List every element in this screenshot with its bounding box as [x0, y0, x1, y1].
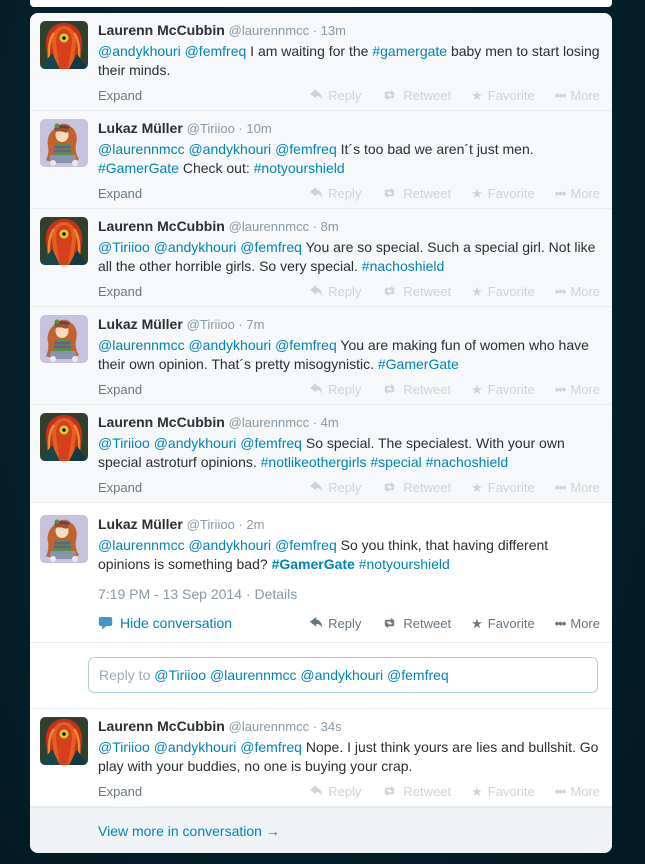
- action-label: Favorite: [487, 615, 535, 631]
- retweet-button[interactable]: [381, 616, 451, 631]
- text-segment: Reply to: [99, 667, 155, 683]
- display-name[interactable]: Laurenn McCubbin: [98, 414, 225, 430]
- mention-link[interactable]: @femfreq: [240, 739, 302, 755]
- action-label: Retweet: [403, 185, 452, 201]
- reply-button[interactable]: [308, 616, 361, 631]
- tweet-footer: [98, 782, 600, 800]
- tweet-body: [98, 119, 600, 202]
- mention-link[interactable]: @Tiriioo: [98, 435, 150, 451]
- retweet-icon: [381, 480, 398, 494]
- tweet-actions: [308, 616, 600, 631]
- display-name[interactable]: Laurenn McCubbin: [98, 22, 225, 38]
- lukaz-avatar-art: [40, 515, 88, 563]
- favorite-button[interactable]: [471, 784, 535, 799]
- hashtag-link[interactable]: #nachoshield: [361, 258, 445, 274]
- view-more-link[interactable]: View more in conversation →: [98, 823, 280, 839]
- tweet-text: [98, 42, 600, 80]
- tweet-text: [98, 434, 600, 472]
- hashtag-link[interactable]: #GamerGate: [98, 160, 179, 176]
- action-label: Retweet: [403, 283, 452, 299]
- reply-icon: [308, 480, 323, 494]
- hashtag-link[interactable]: #gamergate: [372, 43, 448, 59]
- thread-ancestors: [30, 13, 612, 643]
- display-name[interactable]: Lukaz Müller: [98, 316, 183, 332]
- mention-link[interactable]: @femfreq: [387, 667, 449, 683]
- mention-link[interactable]: @femfreq: [184, 43, 247, 59]
- action-label: Reply: [328, 283, 362, 299]
- text-segment: You are making fun of women who have their own opinion. That´s pretty misogynistic.: [98, 337, 589, 372]
- more-icon: •••: [554, 479, 566, 495]
- tweet-footer: [98, 478, 600, 496]
- tweet-row[interactable]: [30, 503, 612, 643]
- tweet-body: [98, 217, 600, 300]
- avatar[interactable]: [40, 515, 88, 563]
- favorite-button[interactable]: [471, 186, 535, 201]
- tweet-row[interactable]: [30, 13, 612, 111]
- user-handle[interactable]: @Tiriioo: [186, 517, 235, 532]
- tweet-footer: [98, 380, 600, 398]
- more-icon: •••: [554, 381, 566, 397]
- tweet-body: [98, 315, 600, 398]
- text-segment: You are so special. Such a special girl. Not like all the other horrible girls. So very special.: [98, 239, 596, 274]
- user-handle[interactable]: @laurennmcc: [228, 415, 310, 430]
- action-label: Reply: [328, 783, 362, 799]
- tweet-text: [98, 336, 600, 374]
- avatar[interactable]: [40, 21, 88, 69]
- mention-link[interactable]: @andykhouri: [188, 141, 272, 157]
- expand-link[interactable]: Expand: [98, 283, 143, 299]
- tweet-header: [98, 21, 600, 40]
- speech-bubble-icon: [98, 616, 113, 630]
- reply-input[interactable]: [88, 657, 598, 693]
- action-label: Retweet: [403, 479, 452, 495]
- favorite-icon: ★: [471, 783, 483, 799]
- action-label: More: [570, 87, 600, 103]
- favorite-button[interactable]: [471, 382, 535, 397]
- tweet-text: [98, 238, 600, 276]
- hashtag-link[interactable]: #GamerGate: [271, 556, 355, 572]
- mention-link[interactable]: @laurennmcc: [98, 141, 185, 157]
- avatar[interactable]: [40, 315, 88, 363]
- mention-link[interactable]: @femfreq: [275, 537, 337, 553]
- text-segment: So you think, that having different opinions is something bad?: [98, 537, 549, 572]
- retweet-icon: [381, 186, 398, 200]
- reply-icon: [308, 284, 323, 298]
- avatar[interactable]: [40, 217, 88, 265]
- action-label: More: [570, 615, 600, 631]
- action-label: Retweet: [403, 615, 452, 631]
- mention-link[interactable]: @andykhouri: [98, 43, 181, 59]
- hashtag-link[interactable]: #notyourshield: [358, 556, 450, 572]
- retweet-button[interactable]: [381, 480, 451, 495]
- laurenn-avatar-art: [40, 217, 88, 265]
- reply-button[interactable]: [308, 382, 361, 397]
- more-button[interactable]: [555, 616, 600, 631]
- retweet-button[interactable]: [381, 784, 451, 799]
- action-label: More: [570, 283, 600, 299]
- tweet-text: [98, 140, 600, 178]
- more-icon: •••: [554, 615, 566, 631]
- tweet-meta: [98, 586, 600, 602]
- retweet-button[interactable]: [381, 88, 451, 103]
- lukaz-avatar-art: [40, 315, 88, 363]
- action-label: Retweet: [403, 381, 452, 397]
- reply-button[interactable]: [308, 284, 361, 299]
- cutoff-panel-above: [30, 0, 612, 7]
- tweet-header: [98, 515, 600, 534]
- reply-button[interactable]: [308, 784, 361, 799]
- mention-link[interactable]: @andykhouri: [188, 537, 272, 553]
- more-button[interactable]: [555, 382, 600, 397]
- mention-link[interactable]: @laurennmcc: [98, 337, 185, 353]
- reply-icon: [308, 382, 323, 396]
- tweet-header: [98, 717, 600, 736]
- expand-link[interactable]: Expand: [98, 381, 143, 397]
- tweet-time[interactable]: · 34s: [309, 719, 342, 734]
- favorite-icon: ★: [471, 185, 483, 201]
- avatar[interactable]: [40, 717, 88, 765]
- tweet-row[interactable]: [30, 307, 612, 405]
- favorite-icon: ★: [471, 615, 483, 631]
- tweet-row[interactable]: [30, 405, 612, 503]
- action-label: More: [570, 185, 600, 201]
- reply-button[interactable]: [308, 186, 361, 201]
- text-segment: baby men to start losing their minds.: [98, 43, 600, 78]
- retweet-button[interactable]: [381, 186, 451, 201]
- action-label: Favorite: [487, 185, 535, 201]
- text-segment: So special. The specialest. With your own special astroturf opinions.: [98, 435, 565, 470]
- tweet-header: [98, 413, 600, 432]
- mention-link[interactable]: @Tiriioo: [154, 667, 207, 683]
- more-icon: •••: [554, 87, 566, 103]
- tweet-actions: [308, 88, 600, 103]
- action-label: Favorite: [487, 381, 535, 397]
- mention-link[interactable]: @femfreq: [240, 239, 302, 255]
- text-segment: Check out:: [178, 160, 254, 176]
- reply-button[interactable]: [308, 480, 361, 495]
- more-button[interactable]: [555, 784, 600, 799]
- mention-link[interactable]: @andykhouri: [188, 337, 272, 353]
- tweet-footer: [98, 614, 600, 632]
- more-button[interactable]: [555, 480, 600, 495]
- tweet-time[interactable]: · 10m: [235, 121, 272, 136]
- tweet-text: [98, 536, 600, 574]
- hashtag-link[interactable]: #nachoshield: [425, 454, 509, 470]
- mention-link[interactable]: @femfreq: [240, 435, 302, 451]
- retweet-icon: [381, 88, 398, 102]
- action-label: Reply: [328, 185, 362, 201]
- user-handle[interactable]: @Tiriioo: [186, 121, 235, 136]
- favorite-button[interactable]: [471, 616, 535, 631]
- display-name[interactable]: Laurenn McCubbin: [98, 218, 225, 234]
- tweet-body: [98, 515, 600, 632]
- mention-link[interactable]: @femfreq: [275, 141, 337, 157]
- details-link[interactable]: · Details: [242, 586, 297, 602]
- reply-section: [30, 643, 612, 709]
- tweet-body: [98, 21, 600, 104]
- tweet-row[interactable]: [30, 111, 612, 209]
- mention-link[interactable]: @femfreq: [275, 337, 337, 353]
- action-label: Favorite: [487, 283, 535, 299]
- tweet-header: [98, 119, 600, 138]
- expand-link[interactable]: Expand: [98, 783, 143, 799]
- favorite-button[interactable]: [471, 480, 535, 495]
- hashtag-link[interactable]: #notyourshield: [253, 160, 345, 176]
- hashtag-link[interactable]: #special: [370, 454, 422, 470]
- tweet-header: [98, 315, 600, 334]
- mention-link[interactable]: @laurennmcc: [98, 537, 185, 553]
- tweet-body: [98, 413, 600, 496]
- mention-link[interactable]: @andykhouri: [153, 239, 237, 255]
- retweet-icon: [381, 284, 398, 298]
- hashtag-link[interactable]: #GamerGate: [377, 356, 459, 372]
- action-label: Favorite: [487, 783, 535, 799]
- tweet-header: [98, 217, 600, 236]
- reply-icon: [308, 784, 323, 798]
- hide-conversation-link[interactable]: [98, 615, 232, 631]
- laurenn-avatar-art: [40, 413, 88, 461]
- user-handle[interactable]: @Tiriioo: [186, 317, 235, 332]
- hashtag-link[interactable]: #notlikeothergirls: [260, 454, 367, 470]
- more-button[interactable]: [555, 88, 600, 103]
- action-label: Reply: [328, 479, 362, 495]
- lukaz-avatar-art: [40, 119, 88, 167]
- more-icon: •••: [554, 185, 566, 201]
- tweet-actions: [308, 784, 600, 799]
- action-label: More: [570, 479, 600, 495]
- display-name[interactable]: Laurenn McCubbin: [98, 718, 225, 734]
- mention-link[interactable]: @laurennmcc: [209, 667, 297, 683]
- tweet-body: [98, 717, 600, 800]
- tweet-time[interactable]: · 2m: [235, 517, 265, 532]
- more-button[interactable]: [555, 186, 600, 201]
- retweet-button[interactable]: [381, 284, 451, 299]
- avatar[interactable]: [40, 413, 88, 461]
- favorite-button[interactable]: [471, 88, 535, 103]
- tweet-row[interactable]: [30, 709, 612, 807]
- tweet-actions: [308, 480, 600, 495]
- action-label: Retweet: [403, 87, 452, 103]
- tweet-row[interactable]: [30, 209, 612, 307]
- retweet-icon: [381, 784, 398, 798]
- conversation-footer: [30, 807, 612, 853]
- mention-link[interactable]: @Tiriioo: [98, 239, 150, 255]
- retweet-icon: [381, 616, 398, 630]
- reply-icon: [308, 616, 323, 630]
- action-label: Reply: [328, 615, 362, 631]
- reply-icon: [308, 186, 323, 200]
- avatar[interactable]: [40, 119, 88, 167]
- reply-icon: [308, 88, 323, 102]
- tweet-footer: [98, 282, 600, 300]
- retweet-icon: [381, 382, 398, 396]
- tweet-timestamp: 7:19 PM - 13 Sep 2014: [98, 586, 242, 602]
- user-handle[interactable]: @laurennmcc: [228, 219, 310, 234]
- action-label: Reply: [328, 381, 362, 397]
- more-button[interactable]: [555, 284, 600, 299]
- tweet-time[interactable]: · 13m: [309, 23, 346, 38]
- reply-button[interactable]: [308, 88, 361, 103]
- text-segment: It´s too bad we aren´t just men.: [336, 141, 534, 157]
- action-label: More: [570, 381, 600, 397]
- favorite-icon: ★: [471, 283, 483, 299]
- tweet-actions: [308, 186, 600, 201]
- expand-link[interactable]: Expand: [98, 87, 143, 103]
- tweet-time[interactable]: · 7m: [235, 317, 265, 332]
- display-name[interactable]: Lukaz Müller: [98, 516, 183, 532]
- tweet-text: [98, 738, 600, 776]
- hide-label: Hide conversation: [120, 615, 233, 631]
- more-icon: •••: [554, 283, 566, 299]
- user-handle[interactable]: @laurennmcc: [228, 719, 310, 734]
- mention-link[interactable]: @andykhouri: [153, 739, 237, 755]
- action-label: Retweet: [403, 783, 452, 799]
- favorite-button[interactable]: [471, 284, 535, 299]
- tweet-footer: [98, 184, 600, 202]
- expand-link[interactable]: Expand: [98, 479, 143, 495]
- favorite-icon: ★: [471, 479, 483, 495]
- laurenn-avatar-art: [40, 717, 88, 765]
- display-name[interactable]: Lukaz Müller: [98, 120, 183, 136]
- action-label: Favorite: [487, 479, 535, 495]
- retweet-button[interactable]: [381, 382, 451, 397]
- favorite-icon: ★: [471, 381, 483, 397]
- tweet-time[interactable]: · 8m: [309, 219, 339, 234]
- conversation-panel: [30, 13, 612, 853]
- laurenn-avatar-art: [40, 21, 88, 69]
- expand-link[interactable]: Expand: [98, 185, 143, 201]
- favorite-icon: ★: [471, 87, 483, 103]
- text-segment: Nope. I just think yours are lies and bullshit. Go play with your buddies, no one is buying your crap.: [98, 739, 599, 774]
- more-icon: •••: [554, 783, 566, 799]
- mention-link[interactable]: @andykhouri: [153, 435, 237, 451]
- mention-link[interactable]: @andykhouri: [300, 667, 384, 683]
- mention-link[interactable]: @Tiriioo: [98, 739, 150, 755]
- tweet-actions: [308, 382, 600, 397]
- tweet-footer: [98, 86, 600, 104]
- user-handle[interactable]: @laurennmcc: [228, 23, 310, 38]
- thread-descendants: [30, 709, 612, 807]
- action-label: Favorite: [487, 87, 535, 103]
- tweet-time[interactable]: · 4m: [309, 415, 339, 430]
- text-segment: I am waiting for the: [246, 43, 373, 59]
- tweet-actions: [308, 284, 600, 299]
- action-label: More: [570, 783, 600, 799]
- action-label: Reply: [328, 87, 362, 103]
